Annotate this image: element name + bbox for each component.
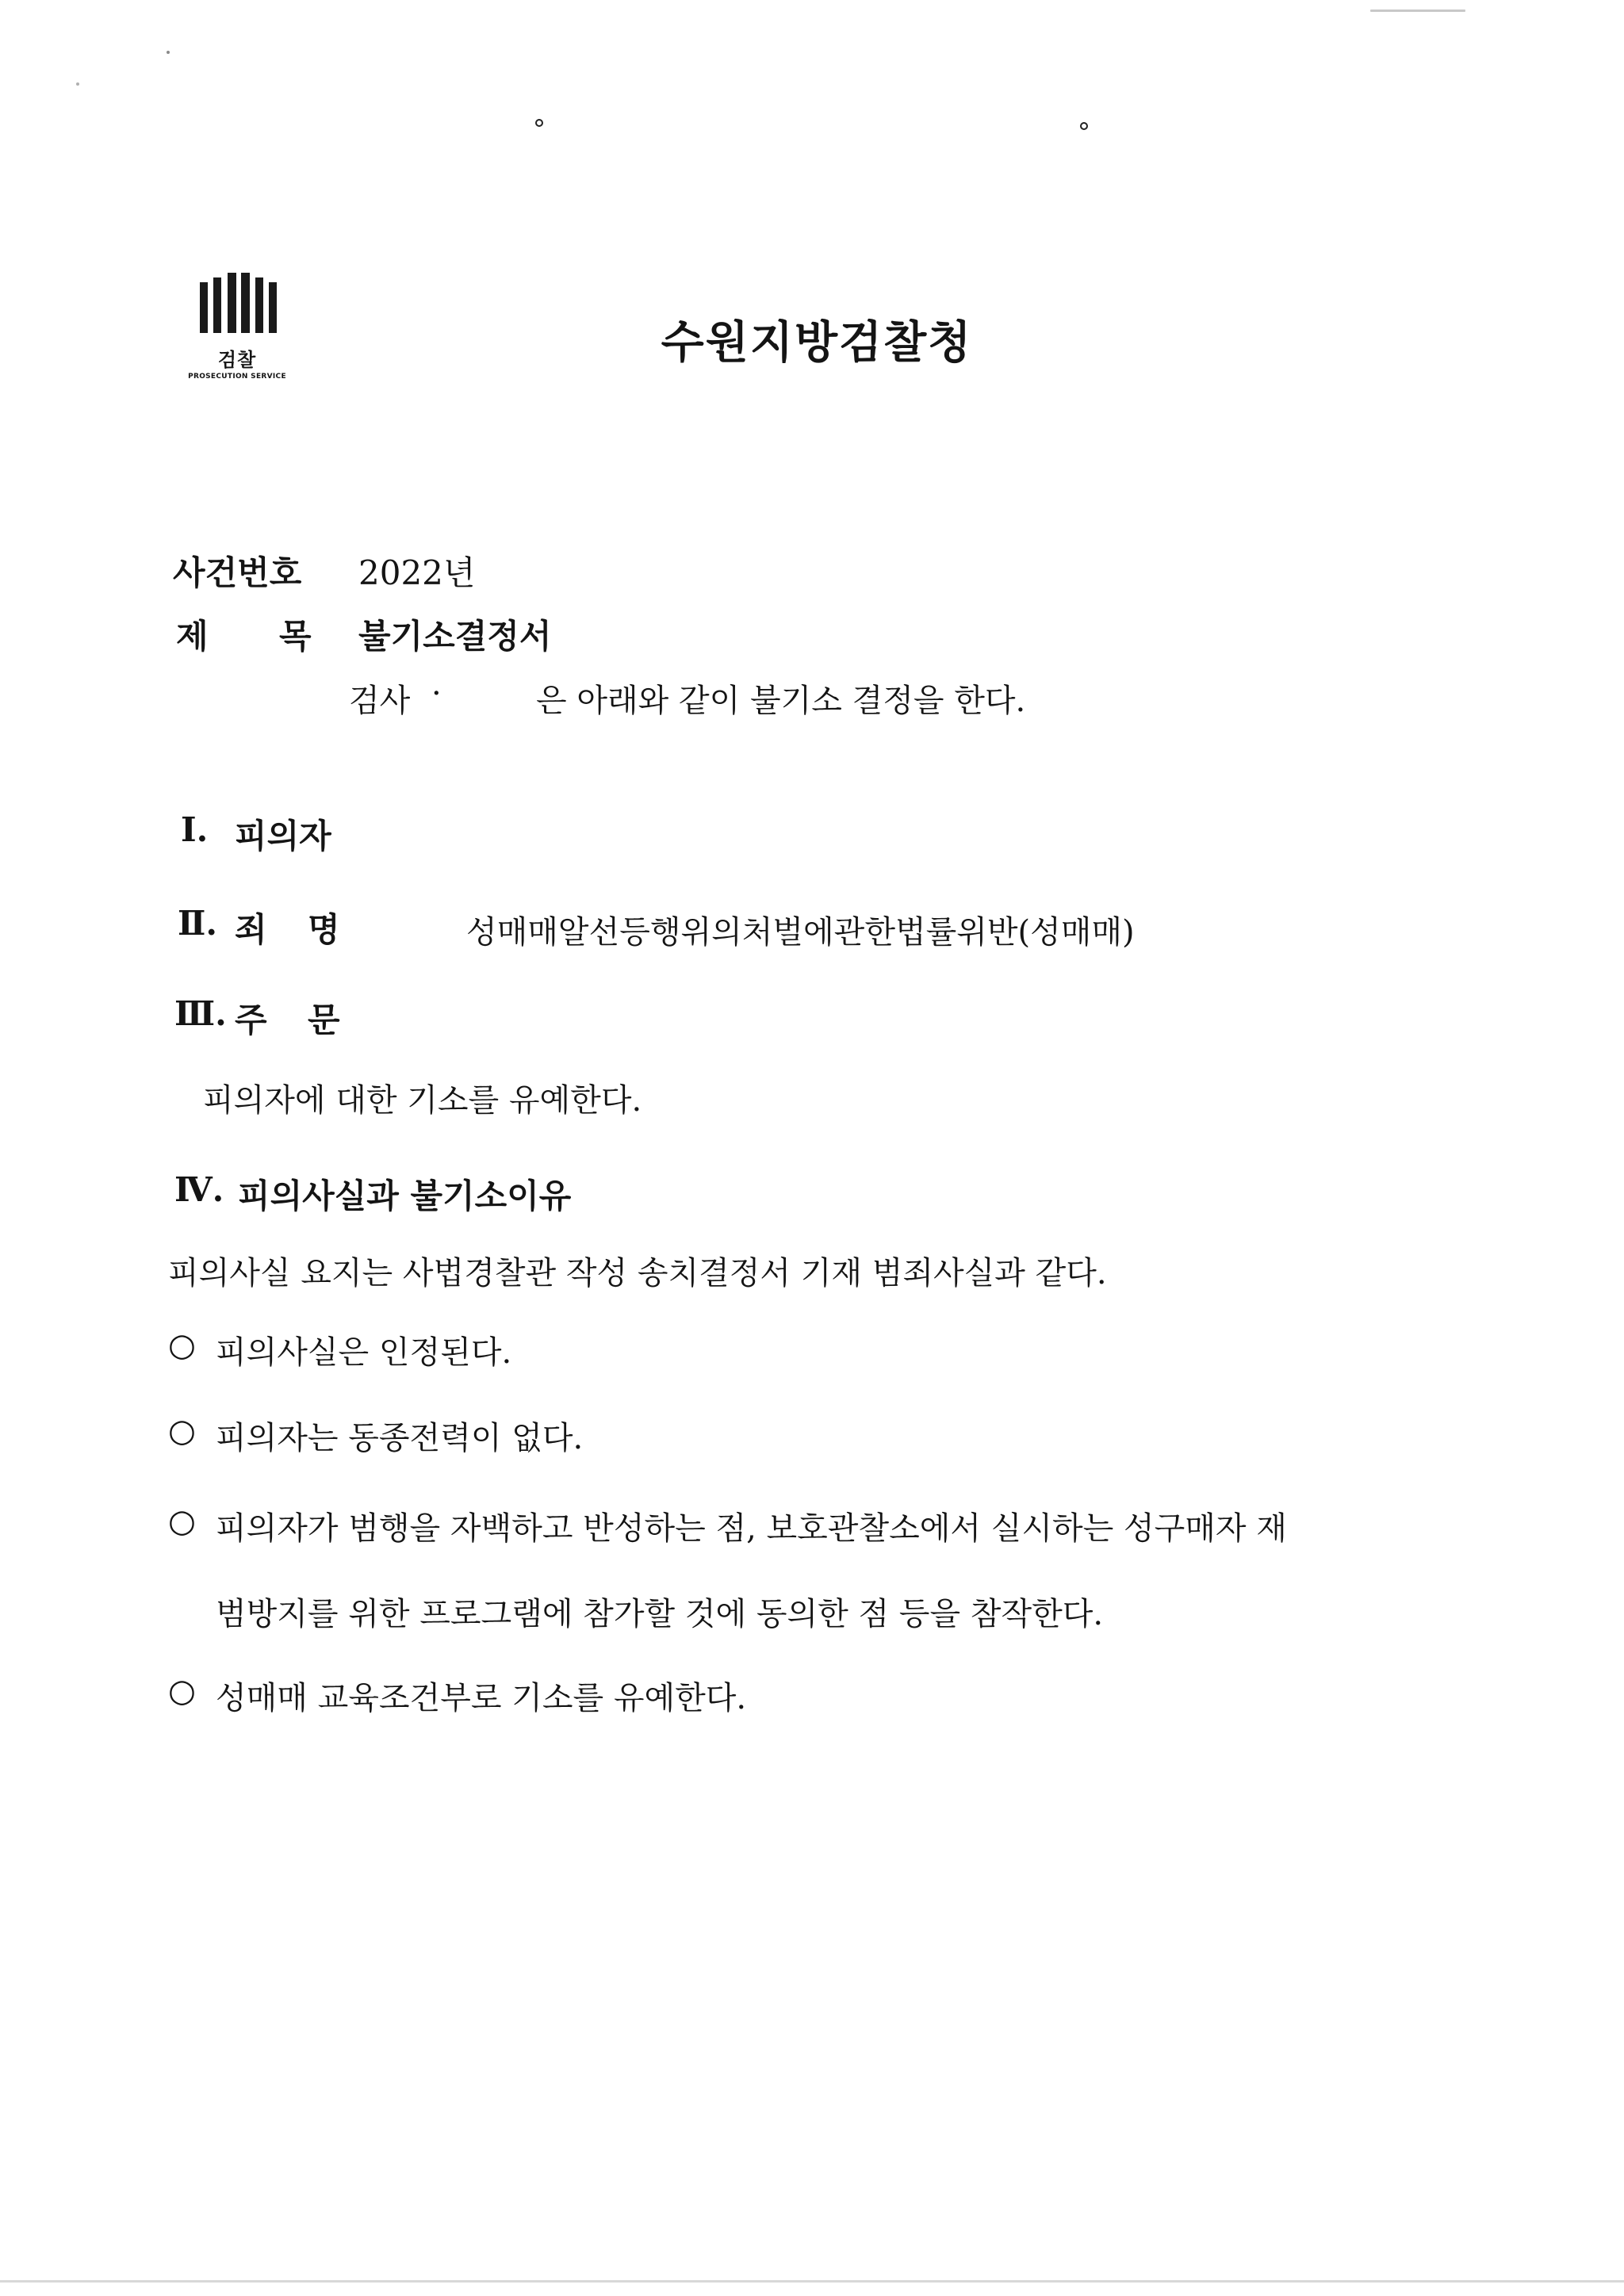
section-4-numeral: Ⅳ. (174, 1170, 224, 1209)
section-2-title-first: 죄 (235, 910, 267, 949)
logo-korean-text: 검찰 (217, 349, 257, 371)
scan-speck (76, 82, 79, 86)
subject-label-first: 제 (176, 617, 209, 656)
office-title: 수원지방검찰청 (661, 317, 973, 369)
punch-mark (535, 119, 543, 127)
reason-item: 피의자가 범행을 자백하고 반성하는 점, 보호관찰소에서 실시하는 성구매자 재 (216, 1510, 1287, 1547)
redaction-mark: · (431, 675, 442, 712)
section-4-title: 피의사실과 불기소이유 (238, 1177, 572, 1215)
bullet-icon: ○ (168, 1503, 196, 1540)
case-number-label: 사건번호 (173, 553, 302, 592)
disposition-text: 피의자에 대한 기소를 유예한다. (203, 1082, 642, 1119)
reasons-summary: 피의사실 요지는 사법경찰관 작성 송치결정서 기재 범죄사실과 같다. (168, 1255, 1107, 1292)
bullet-icon: ○ (168, 1673, 196, 1709)
bullet-icon: ○ (168, 1413, 196, 1449)
subject-label-second: 목 (279, 617, 312, 656)
prosecutor-label: 검사 (349, 683, 411, 719)
prosecution-logo (178, 273, 297, 392)
section-3-title-first: 주 (235, 1001, 267, 1039)
document-title: 불기소결정서 (358, 617, 552, 656)
logo-english-text: PROSECUTION SERVICE (188, 373, 286, 381)
section-3-title-second: 문 (308, 1001, 340, 1039)
reason-item: 성매매 교육조건부로 기소를 유예한다. (216, 1680, 747, 1716)
scan-speck (167, 51, 170, 54)
reason-item: 피의자는 동종전력이 없다. (216, 1420, 584, 1456)
reason-item-continued: 범방지를 위한 프로그램에 참가할 것에 동의한 점 등을 참작한다. (216, 1596, 1104, 1632)
case-number-value: 2022년 (358, 553, 476, 592)
section-1-numeral: Ⅰ. (181, 810, 209, 849)
intro-statement: 은 아래와 같이 불기소 결정을 한다. (536, 683, 1026, 719)
scan-edge (0, 2280, 1624, 2283)
reason-item: 피의사실은 인정된다. (216, 1334, 512, 1371)
pillars-icon (198, 273, 278, 336)
section-3-numeral: Ⅲ. (174, 994, 227, 1033)
section-2-numeral: Ⅱ. (178, 904, 218, 943)
scan-speck (1370, 10, 1465, 12)
bullet-icon: ○ (168, 1327, 196, 1364)
punch-mark (1080, 122, 1088, 130)
section-1-title: 피의자 (235, 817, 331, 855)
section-2-title-second: 명 (308, 910, 340, 949)
charge-name: 성매매알선등행위의처벌에관한법률위반(성매매) (466, 914, 1135, 951)
